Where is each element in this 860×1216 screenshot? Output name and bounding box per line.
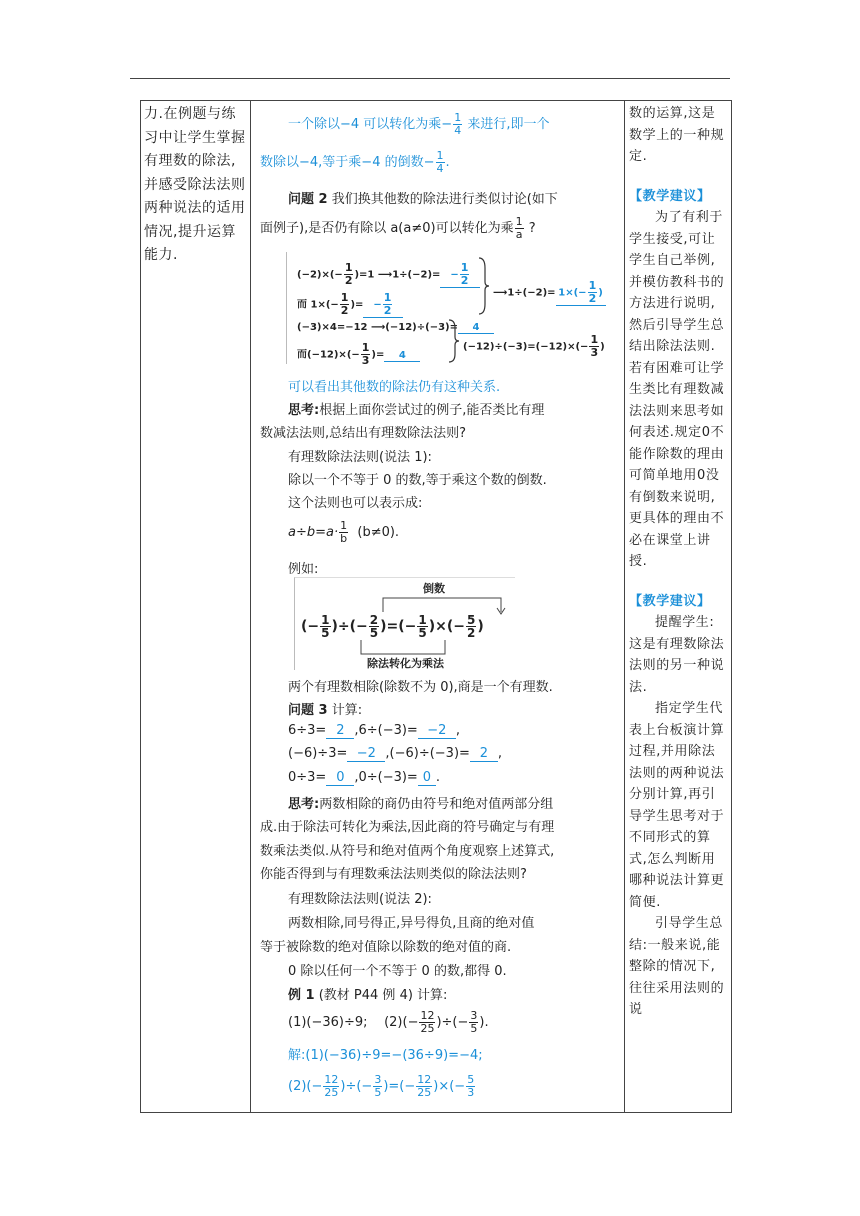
rule-2-line-1: 两数相除,同号得正,异号得负,且商的绝对值 [288,916,535,931]
rule-1-formula: a÷b=a· $\frac{1}{b}$ (b≠0). [288,519,400,545]
answer-line-2: 数除以−4,等于乘−4 的倒数− $\frac{1}{4}$ . [260,149,450,175]
suggestion-column [624,101,731,1112]
reciprocal-label: 倒数 [423,582,445,595]
rule-2-title: 有理数除法法则(说法 2): [288,892,432,907]
eq-right-1: ⟶1÷(−2)= 1×(− $\frac{1}{2}$ ) [493,280,606,306]
think-1-line-1: 思考:根据上面你尝试过的例子,能否类比有理 [288,403,545,418]
solution-line-1: 解:(1)(−36)÷9=−(36÷9)=−4; [288,1048,483,1063]
answer-line-1: 一个除以−4 可以转化为乘− $\frac{1}{4}$ 来进行,即一个 [288,111,550,137]
think-2-line-4: 你能否得到与有理数乘法法则类似的除法法则? [260,867,527,882]
eq-row-3: (−3)×4=−12 ⟶(−12)÷(−3)= 4 [297,322,494,334]
eq-right-2: (−12)÷(−3)=(−12)×(− $\frac{1}{3}$ ) [463,333,605,359]
intro-note: 数的运算,这是数学上的一种规定. [629,106,725,164]
suggestion-heading-2: 【教学建议】 [629,593,711,609]
summary-line: 两个有理数相除(除数不为 0),商是一个有理数. [288,680,553,695]
brace-icon-top [477,256,491,316]
rule-2-line-2: 等于被除数的绝对值除以除数的绝对值的商. [260,940,512,955]
eq-row-4: 而(−12)×(− $\frac{1}{3}$ )= 4 [297,342,420,367]
think-2-line-2: 成.由于除法可转化为乘法,因此商的符号确定与有理 [260,820,555,835]
example-label: 例如: [288,562,319,577]
think-2-line-3: 数乘法类似.从符号和绝对值两个角度观察上述算式, [260,844,555,859]
suggestion-paragraph-1: 为了有利于学生接受,可让学生自己举例,并模仿教科书的方法进行说明,然后引导学生总结出除法法则.若有困难可让学生类比有理数减法法则来思考如何表述.规定0不能作除数的理由可简单地用0没有倒数来说明,更具体的理由不必在课堂上讲授. [629,210,725,569]
eq-row-2: 而 1×(− $\frac{1}{2}$ )= − $\frac{1}{2}$ [297,292,403,318]
example-1-problems: (1)(−36)÷9; (2)(− $\frac{12}{25}$ )÷(− $\frac{3}{5}$ ). [288,1009,489,1035]
question-3-line: 问题 3 计算: [288,703,363,718]
goal-column [141,101,251,1112]
rule-1-title: 有理数除法法则(说法 1): [288,450,432,465]
question-3-row-2: (−6)÷3= −2 ,(−6)÷(−3)= 2 , [288,746,503,761]
reciprocal-example-figure [294,577,515,670]
think-1-line-2: 数减法法则,总结出有理数除法法则? [260,426,467,441]
conclusion-line: 可以看出其他数的除法仍有这种关系. [288,380,501,395]
suggestion-heading-1: 【教学建议】 [629,188,711,204]
suggestion-paragraph-4: 引导学生总结:一般来说,能整除的情况下,往往采用法则的说 [629,916,725,1017]
header-rule [130,78,730,79]
division-to-multiplication-label: 除法转化为乘法 [367,657,444,670]
division-example-figure [286,252,623,367]
question-3-row-1: 6÷3= 2 ,6÷(−3)= −2 , [288,723,460,738]
reciprocal-expression: (− $\frac{1}{5}$ )÷(− $\frac{2}{5}$ )=(− $\frac{1}{5}$ )×(− $\frac{5}{2}$ ) [301,613,484,640]
suggestion-text [629,103,727,1021]
question-2-line-2: 面例子),是否仍有除以 a(a≠0)可以转化为乘 $\frac{1}{a}$ ? [260,215,536,241]
rule-1-text: 除以一个不等于 0 的数,等于乘这个数的倒数. [288,473,547,488]
brace-icon-bottom [447,318,461,364]
suggestion-paragraph-3: 指定学生代表上台板演计算过程,并用除法法则的两种说法分别计算,再引导学生思考对于不同形式的算式,怎么判断用哪种说法计算更简便. [629,701,725,910]
solution-line-2: (2)(− $\frac{12}{25}$ )÷(− $\frac{3}{5}$ )=(− $\frac{12}{25}$ )×(− $\frac{5}{3}$ [288,1073,475,1099]
suggestion-paragraph-2: 提醒学生:这是有理数除法法则的另一种说法. [629,615,725,695]
question-3-row-3: 0÷3= 0 ,0÷(−3)= 0 . [288,770,440,785]
example-1-header: 例 1 (教材 P44 例 4) 计算: [288,988,448,1003]
rule-1-alt: 这个法则也可以表示成: [288,496,423,511]
question-2-line-1: 问题 2 我们换其他数的除法进行类似讨论(如下 [288,192,558,207]
think-2-line-1: 思考:两数相除的商仍由符号和绝对值两部分组 [288,797,554,812]
goal-text: 力.在例题与练习中让学生掌握有理数的除法,并感受除法法则两种说法的适用情况,提升运算能力. [144,106,246,263]
eq-row-1: (−2)×(− $\frac{1}{2}$ )=1 ⟶1÷(−2)= − $\frac{1}{2}$ [297,262,480,288]
rule-2-line-3: 0 除以任何一个不等于 0 的数,都得 0. [288,964,507,979]
